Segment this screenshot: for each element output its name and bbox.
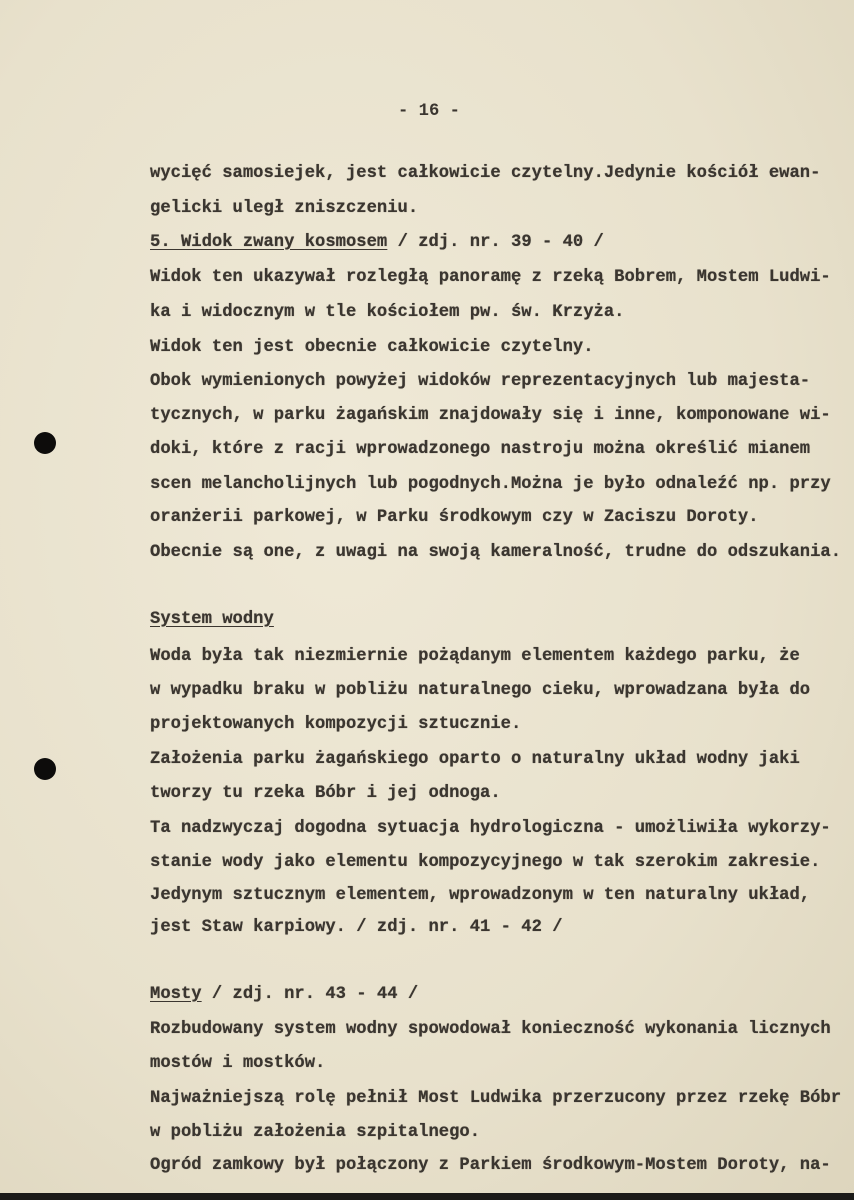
text-line: Założenia parku żagańskiego oparto o naturalny układ wodny jaki [150,750,800,769]
text-line: gelicki uległ zniszczeniu. [150,199,419,218]
text-line: projektowanych kompozycji sztucznie. [150,715,522,734]
text-line: Rozbudowany system wodny spowodował konieczność wykonania licznych [150,1020,831,1039]
scan-edge [0,1193,854,1200]
page-number: - 16 - [398,102,460,121]
section-title: Mosty [150,985,202,1004]
text-line: Woda była tak niezmiernie pożądanym elementem każdego parku, że [150,647,800,666]
text-line: Widok ten jest obecnie całkowicie czytelny. [150,338,594,357]
punch-hole [34,432,56,454]
text-line: w wypadku braku w pobliżu naturalnego cieku, wprowadzana była do [150,681,811,700]
photo-reference: / zdj. nr. 43 - 44 / [211,985,419,1004]
text-line: wycięć samosiejek, jest całkowicie czytelny.Jedynie kościół ewan- [150,164,821,183]
text-line: scen melancholijnych lub pogodnych.Można je było odnaleźć np. przy [150,475,831,494]
punch-hole [34,758,56,780]
text-line: mostów i mostków. [150,1054,326,1073]
text-line: Widok ten ukazywał rozległą panoramę z rzeką Bobrem, Mostem Ludwi- [150,268,831,287]
text-line: Najważniejszą rolę pełnił Most Ludwika przerzucony przez rzekę Bóbr [150,1089,842,1108]
text-line: stanie wody jako elementu kompozycyjnego w tak szerokim zakresie. [150,853,821,872]
photo-reference: / zdj. nr. 39 - 40 / [397,233,604,252]
text-line: Jedynym sztucznym elementem, wprowadzonym w ten naturalny układ, [150,886,811,905]
text-line: Ta nadzwyczaj dogodna sytuacja hydrologiczna - umożliwiła wykorzy- [150,819,831,838]
text-line: Obok wymienionych powyżej widoków reprezentacyjnych lub majesta- [150,372,811,391]
text-line: Ogród zamkowy był połączony z Parkiem środkowym-Mostem Doroty, na- [150,1156,831,1175]
text-line: ka i widocznym w tle kościołem pw. św. Krzyża. [150,303,625,322]
section-heading [150,985,418,1005]
text-line: jest Staw karpiowy. / zdj. nr. 41 - 42 / [150,918,563,937]
text-line: tworzy tu rzeka Bóbr i jej odnoga. [150,784,501,803]
text-line: Obecnie są one, z uwagi na swoją kameralność, trudne do odszukania. [150,543,842,562]
text-line: tycznych, w parku żagańskim znajdowały się i inne, komponowane wi- [150,406,831,425]
section-title: 5. Widok zwany kosmosem [150,233,388,252]
text-line: doki, które z racji wprowadzonego nastroju można określić mianem [150,440,811,459]
text-line: oranżerii parkowej, w Parku środkowym czy w Zaciszu Doroty. [150,508,759,527]
section-heading [150,233,604,253]
text-line: w pobliżu założenia szpitalnego. [150,1123,481,1142]
section-heading-water-system: System wodny [150,610,274,629]
